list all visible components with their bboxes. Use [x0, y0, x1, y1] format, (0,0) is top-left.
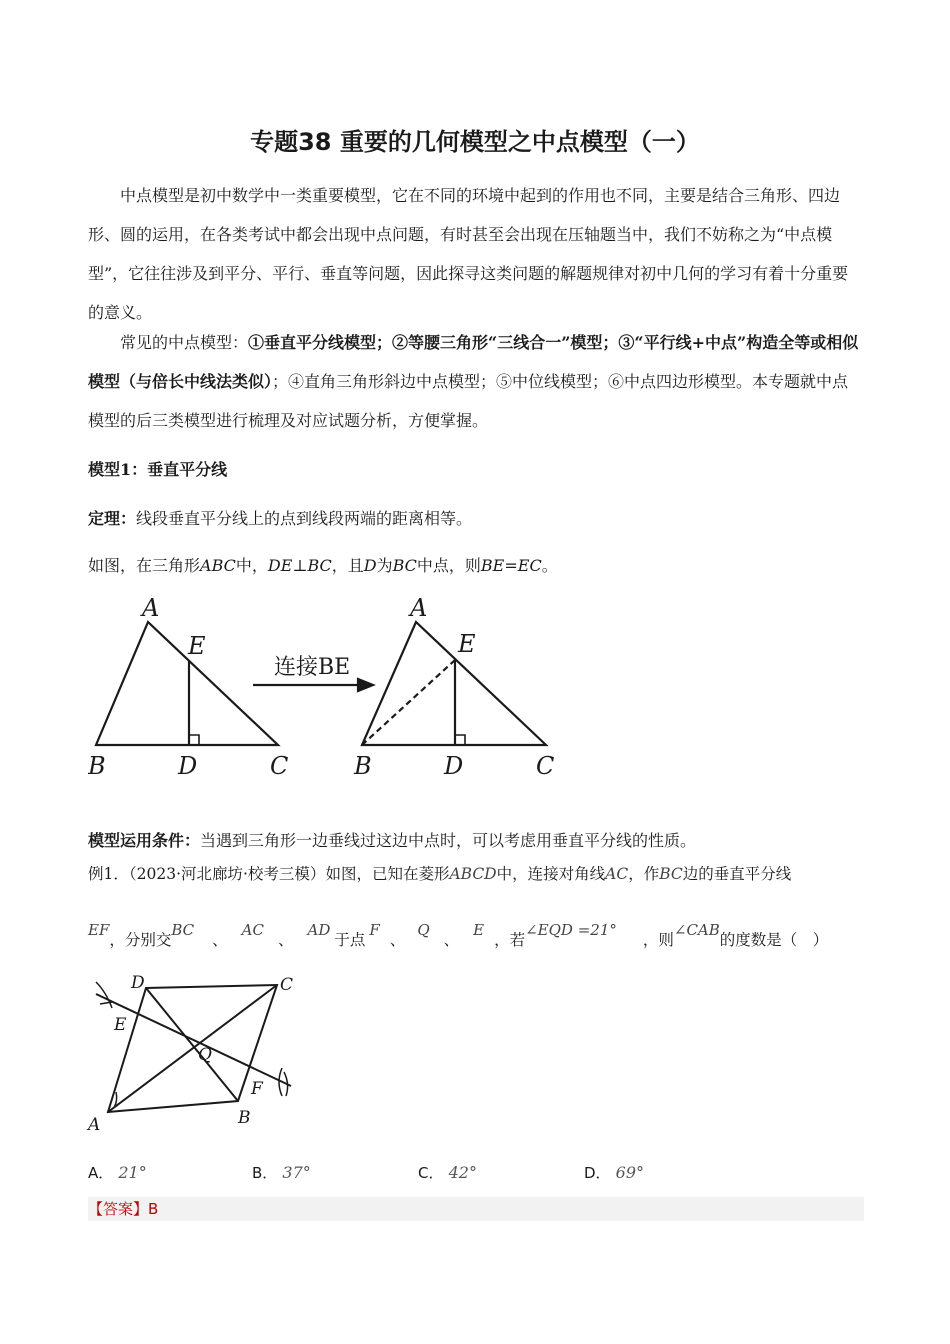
- label-D: D: [131, 973, 145, 993]
- example-sep: 、: [389, 931, 406, 949]
- option-a[interactable]: [88, 1162, 147, 1183]
- math-ac-2: AC: [241, 921, 264, 939]
- triangle-abc-left: [96, 622, 278, 745]
- option-value: 42°: [448, 1163, 477, 1182]
- label-F: F: [251, 1079, 263, 1099]
- desc-text: 为: [376, 556, 393, 575]
- theorem-label: 定理：: [88, 509, 137, 528]
- common-models-paragraph: [88, 323, 864, 440]
- math-angle-eqd: ∠EQD =21°: [525, 921, 617, 939]
- desc-text: ，且: [331, 556, 364, 575]
- example-text: ，则: [642, 931, 674, 949]
- common-prefix: 常见的中点模型：: [120, 333, 249, 352]
- answer-value: B: [148, 1200, 159, 1218]
- label-E-left: E: [188, 632, 206, 660]
- intro-paragraph: 中点模型是初中数学中一类重要模型，它在不同的环境中起到的作用也不同，主要是结合三角形、四边形、圆的运用，在各类考试中都会出现中点问题，有时甚至会出现在压轴题当中，我们不妨称之为“中点模型”，它往往涉及到平分、平行、垂直等问题，因此探寻这类问题的解题规律对初中几何的学习有着十分重要的意义。: [88, 186, 849, 322]
- math-ef: EF: [88, 921, 110, 939]
- dashed-segment-be: [362, 660, 455, 745]
- label-B-left: B: [88, 752, 106, 780]
- model1-heading: 模型1：垂直平分线: [88, 460, 228, 479]
- diagonal-bd: [146, 988, 238, 1101]
- math-angle-cab: ∠CAB: [673, 921, 720, 939]
- math-ad: AD: [307, 921, 331, 939]
- example-text: ，分别交: [109, 931, 172, 949]
- option-label: B．: [252, 1164, 278, 1182]
- example-text: ，若: [494, 931, 526, 949]
- option-b[interactable]: [252, 1162, 311, 1183]
- label-E-right: E: [458, 630, 476, 658]
- theorem-line: [88, 506, 472, 529]
- label-Q: Q: [198, 1045, 212, 1065]
- arrow-head: [358, 679, 373, 691]
- math-abcd: ABCD: [449, 865, 497, 883]
- example-line-1: [88, 862, 791, 884]
- example-text: 如图，已知在菱形: [325, 865, 450, 883]
- label-A-left: A: [142, 594, 160, 622]
- label-A: A: [88, 1115, 101, 1133]
- condition-label: 模型运用条件：: [88, 831, 201, 850]
- option-value: 21°: [118, 1163, 147, 1182]
- option-d[interactable]: [584, 1162, 644, 1183]
- desc-bc: BC: [392, 556, 417, 575]
- desc-text: 中，: [235, 556, 268, 575]
- label-C-left: C: [270, 752, 289, 780]
- label-A-right: A: [410, 594, 428, 622]
- right-angle-mark-right: [455, 735, 465, 745]
- math-q: Q: [417, 921, 430, 939]
- condition-text: 当遇到三角形一边垂线过这边中点时，可以考虑用垂直平分线的性质。: [200, 831, 697, 850]
- label-C: C: [280, 975, 294, 995]
- right-angle-mark-left: [189, 735, 199, 745]
- option-c[interactable]: [418, 1162, 477, 1183]
- option-label: A．: [88, 1164, 114, 1182]
- label-E: E: [114, 1015, 127, 1035]
- example-source: （2023·河北廊坊·校考三模）: [128, 865, 326, 883]
- math-e: E: [473, 921, 485, 939]
- desc-d: D: [363, 556, 377, 575]
- option-label: D．: [584, 1164, 611, 1182]
- arrow-label: 连接BE: [274, 655, 351, 680]
- example-label: 例1．: [88, 865, 129, 883]
- math-bc-2: BC: [171, 921, 195, 939]
- example-text: ，作: [628, 865, 660, 883]
- desc-text: 。: [541, 556, 558, 575]
- answer-label: 【答案】: [88, 1200, 149, 1218]
- common-bold: ①垂直平分线模型；②等腰三角形“三线合一”模型；③“平行线+中点”构造全等或相似模型（与倍长中线法类似）: [88, 333, 859, 391]
- desc-text: 中点，则: [416, 556, 481, 575]
- math-f: F: [369, 921, 380, 939]
- example-sep: 、: [443, 931, 460, 949]
- bisector-line-ef: [96, 994, 291, 1086]
- label-B: B: [238, 1108, 251, 1128]
- option-value: 69°: [615, 1163, 645, 1182]
- page-title: 专题38 重要的几何模型之中点模型（一）: [250, 128, 700, 156]
- option-label: C．: [418, 1164, 444, 1182]
- example-text: 边的垂直平分线: [682, 865, 792, 883]
- option-value: 37°: [282, 1163, 311, 1182]
- math-ac: AC: [605, 865, 629, 883]
- theorem-text: 线段垂直平分线上的点到线段两端的距离相等。: [136, 509, 473, 528]
- desc-abc: ABC: [200, 556, 236, 575]
- answer-bar: [88, 1197, 864, 1221]
- example-line-2: [88, 921, 829, 950]
- label-D-left: D: [178, 752, 198, 780]
- rhombus-figure: [86, 968, 306, 1133]
- figure-description: [88, 553, 558, 576]
- label-C-right: C: [536, 752, 555, 780]
- example-text: 于点: [334, 931, 366, 949]
- example-sep: 、: [212, 931, 228, 949]
- label-B-right: B: [354, 752, 372, 780]
- condition-line: [88, 828, 696, 851]
- desc-de-perp-bc: DE⊥BC: [267, 556, 332, 575]
- common-rest: ；④直角三角形斜边中点模型；⑤中位线模型；⑥中点四边形模型。本专题就中点模型的后三类模型进行梳理及对应试题分析，方便掌握。: [88, 372, 849, 430]
- example-text: 中，连接对角线: [496, 865, 606, 883]
- example-sep: 、: [277, 931, 294, 949]
- label-D-right: D: [444, 752, 464, 780]
- desc-text: 如图，在三角形: [88, 556, 201, 575]
- math-bc: BC: [659, 865, 683, 883]
- perpendicular-bisector-figure: [88, 594, 558, 784]
- desc-be-ec: BE=EC: [480, 556, 542, 575]
- example-text: 的度数是（ ）: [719, 931, 829, 949]
